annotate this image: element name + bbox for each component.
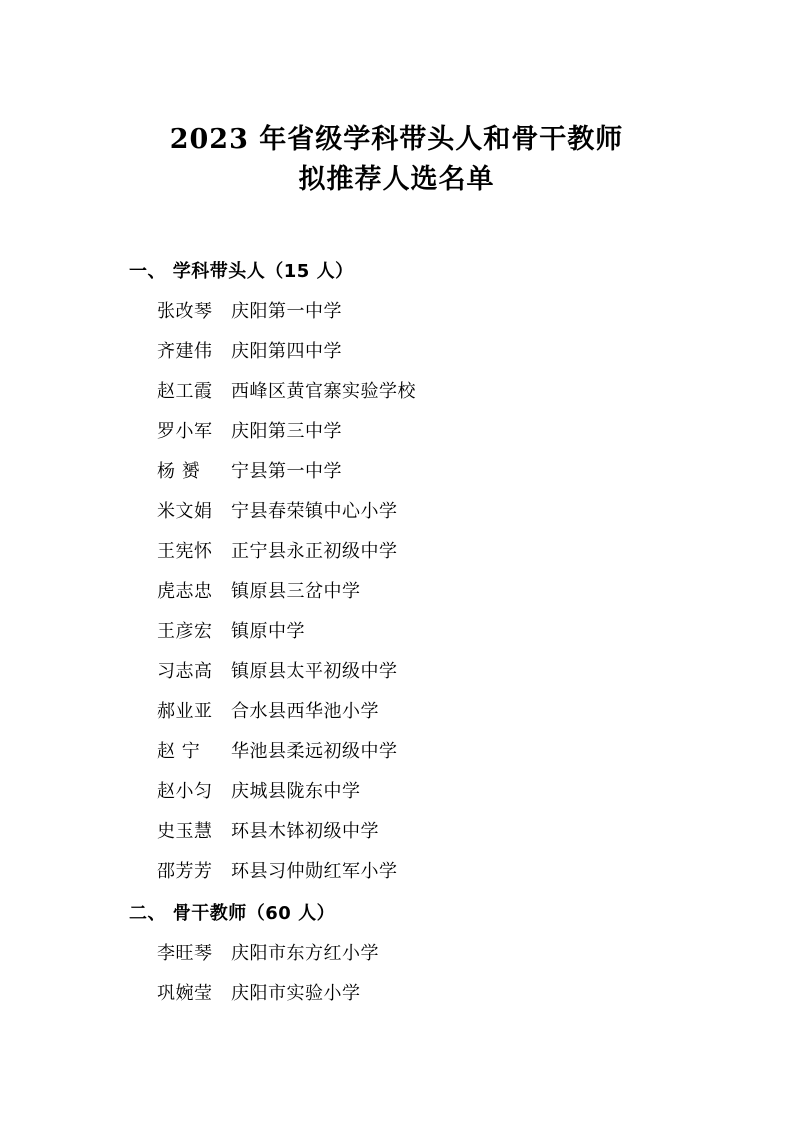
list-item [95, 612, 698, 652]
person-name: 习志高 [157, 661, 213, 682]
person-unit: 合水县西华池小学 [231, 701, 379, 722]
person-name: 赵小匀 [157, 781, 213, 802]
person-name: 邵芳芳 [157, 861, 213, 882]
person-name: 赵 宁 [157, 741, 201, 762]
section-heading-lead-teachers: 一、 学科带头人（15 人） [129, 261, 354, 282]
list-item [95, 332, 698, 372]
person-name: 虎志忠 [157, 581, 213, 602]
person-unit: 正宁县永正初级中学 [231, 541, 398, 562]
person-name: 罗小军 [157, 421, 213, 442]
document-body [95, 252, 698, 1014]
section-heading-backbone-teachers: 二、 骨干教师（60 人） [129, 903, 336, 924]
list-item [95, 692, 698, 732]
list-item [95, 412, 698, 452]
list-item [95, 974, 698, 1014]
person-name: 米文娟 [157, 501, 213, 522]
person-unit: 庆阳第一中学 [231, 301, 342, 322]
person-unit: 庆阳第三中学 [231, 421, 342, 442]
list-item [95, 852, 698, 892]
person-unit: 西峰区黄官寨实验学校 [231, 381, 416, 402]
person-name: 李旺琴 [157, 943, 213, 964]
person-name: 杨 赟 [157, 461, 201, 482]
list-item [95, 572, 698, 612]
list-item [95, 452, 698, 492]
list-item [95, 532, 698, 572]
person-unit: 庆阳市实验小学 [231, 983, 361, 1004]
page-title [95, 120, 698, 200]
person-name: 王宪怀 [157, 541, 213, 562]
list-item [95, 772, 698, 812]
person-name: 赵工霞 [157, 381, 213, 402]
person-name: 张改琴 [157, 301, 213, 322]
person-name: 齐建伟 [157, 341, 213, 362]
person-unit: 庆城县陇东中学 [231, 781, 361, 802]
list-item [95, 812, 698, 852]
person-unit: 镇原县太平初级中学 [231, 661, 398, 682]
list-item [95, 934, 698, 974]
person-name: 郝业亚 [157, 701, 213, 722]
page-title-line-2: 拟推荐人选名单 [298, 164, 495, 195]
list-item [95, 652, 698, 692]
list-item [95, 372, 698, 412]
person-unit: 华池县柔远初级中学 [231, 741, 398, 762]
person-name: 史玉慧 [157, 821, 213, 842]
page-title-line-1: 2023 年省级学科带头人和骨干教师 [169, 124, 624, 155]
person-unit: 宁县春荣镇中心小学 [231, 501, 398, 522]
person-unit: 镇原县三岔中学 [231, 581, 361, 602]
person-unit: 庆阳市东方红小学 [231, 943, 379, 964]
list-item [95, 732, 698, 772]
list-item [95, 292, 698, 332]
person-name: 巩婉莹 [157, 983, 213, 1004]
person-unit: 镇原中学 [231, 621, 305, 642]
person-unit: 环县木钵初级中学 [231, 821, 379, 842]
person-unit: 环县习仲勋红军小学 [231, 861, 398, 882]
person-unit: 庆阳第四中学 [231, 341, 342, 362]
person-name: 王彦宏 [157, 621, 213, 642]
person-unit: 宁县第一中学 [231, 461, 342, 482]
list-item [95, 492, 698, 532]
